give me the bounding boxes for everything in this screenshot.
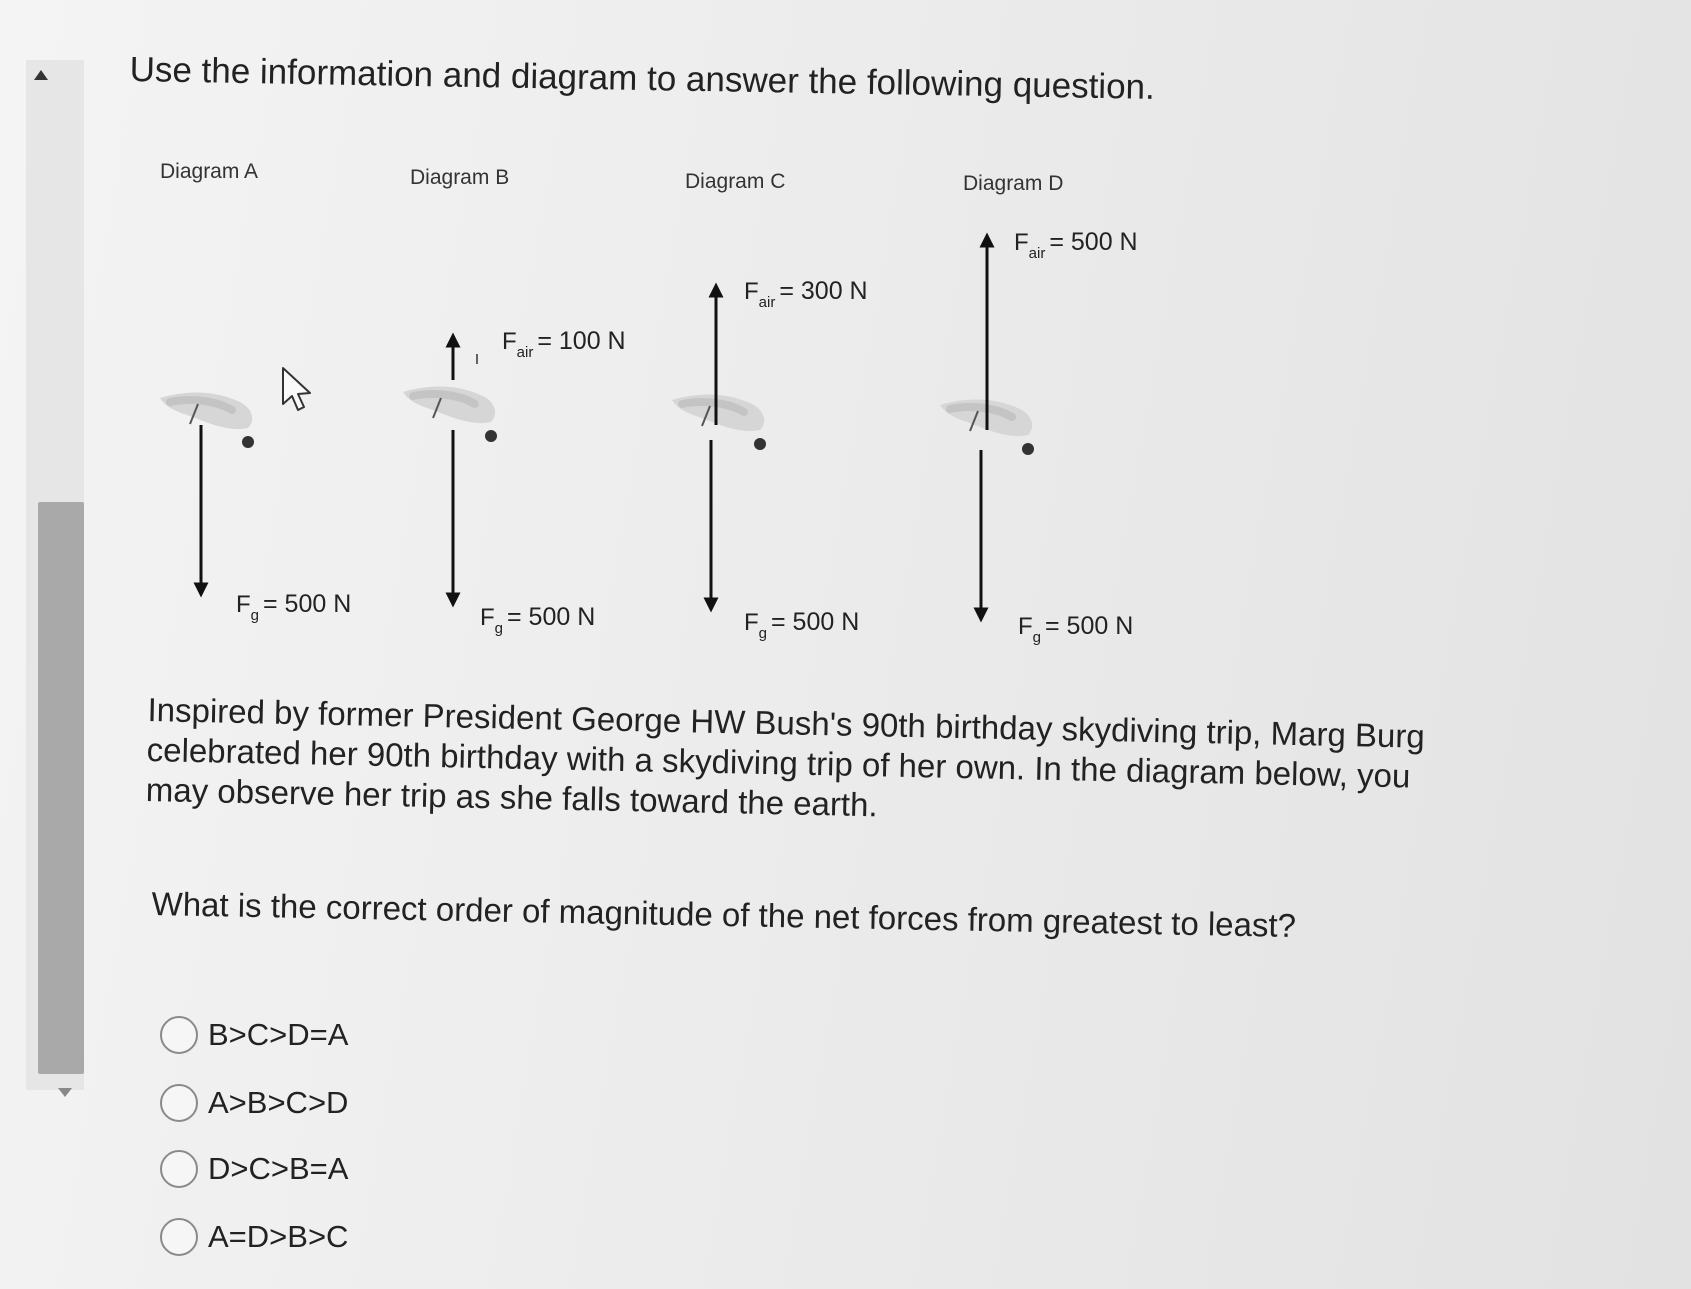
question-heading: Use the information and diagram to answer the following question. — [129, 50, 1156, 107]
question-text: What is the correct order of magnitude of the net forces from greatest to least? — [151, 885, 1297, 944]
skydiver-icon — [403, 387, 497, 443]
option-label: B>C>D=A — [208, 1017, 349, 1052]
scroll-down-arrow-icon[interactable] — [58, 1088, 72, 1097]
option-label: A=D>B>C — [208, 1219, 349, 1254]
diagram-b-title: Diagram B — [410, 166, 510, 189]
air-label-b: $F_{air} = 100$ N — [502, 327, 626, 361]
radio-button[interactable] — [160, 1084, 198, 1122]
radio-button[interactable] — [160, 1150, 198, 1188]
option-label: D>C>B=A — [208, 1151, 349, 1186]
diagram-d-drawing — [940, 240, 1034, 615]
radio-button[interactable] — [160, 1016, 198, 1054]
diagram-c-title: Diagram C — [685, 170, 786, 193]
gravity-label-b: $F_g = 500$ N — [480, 603, 596, 637]
skydiver-icon — [160, 393, 254, 449]
option-label: A>B>C>D — [208, 1085, 349, 1120]
gravity-label-d: $F_g = 500$ N — [1018, 612, 1134, 646]
option-3[interactable] — [160, 1150, 348, 1188]
diagram-c-drawing — [672, 290, 766, 605]
air-label-c: $F_{air} = 300$ N — [744, 277, 868, 311]
diagram-b-drawing — [403, 340, 497, 600]
gravity-label-a: $F_g = 500$ N — [236, 590, 352, 624]
option-1[interactable] — [160, 1016, 348, 1054]
option-4[interactable] — [160, 1218, 348, 1256]
scenario-paragraph: Inspired by former President George HW Bush's 90th birthday skydiving trip, Marg Burg celebrated her 90th birthday with a skydiving trip of her own. In the diagram below, you may observe her trip as she falls toward the earth. — [145, 690, 1426, 824]
diagram-a-title: Diagram A — [160, 160, 259, 183]
option-2[interactable] — [160, 1084, 348, 1122]
gravity-label-c: $F_g = 500$ N — [744, 608, 860, 642]
skydiver-icon — [672, 395, 766, 451]
diagram-a-drawing — [160, 368, 310, 590]
mouse-pointer-icon — [283, 368, 310, 410]
diagram-d-title: Diagram D — [963, 172, 1064, 195]
radio-button[interactable] — [160, 1218, 198, 1256]
air-label-d: $F_{air} = 500$ N — [1014, 228, 1138, 262]
